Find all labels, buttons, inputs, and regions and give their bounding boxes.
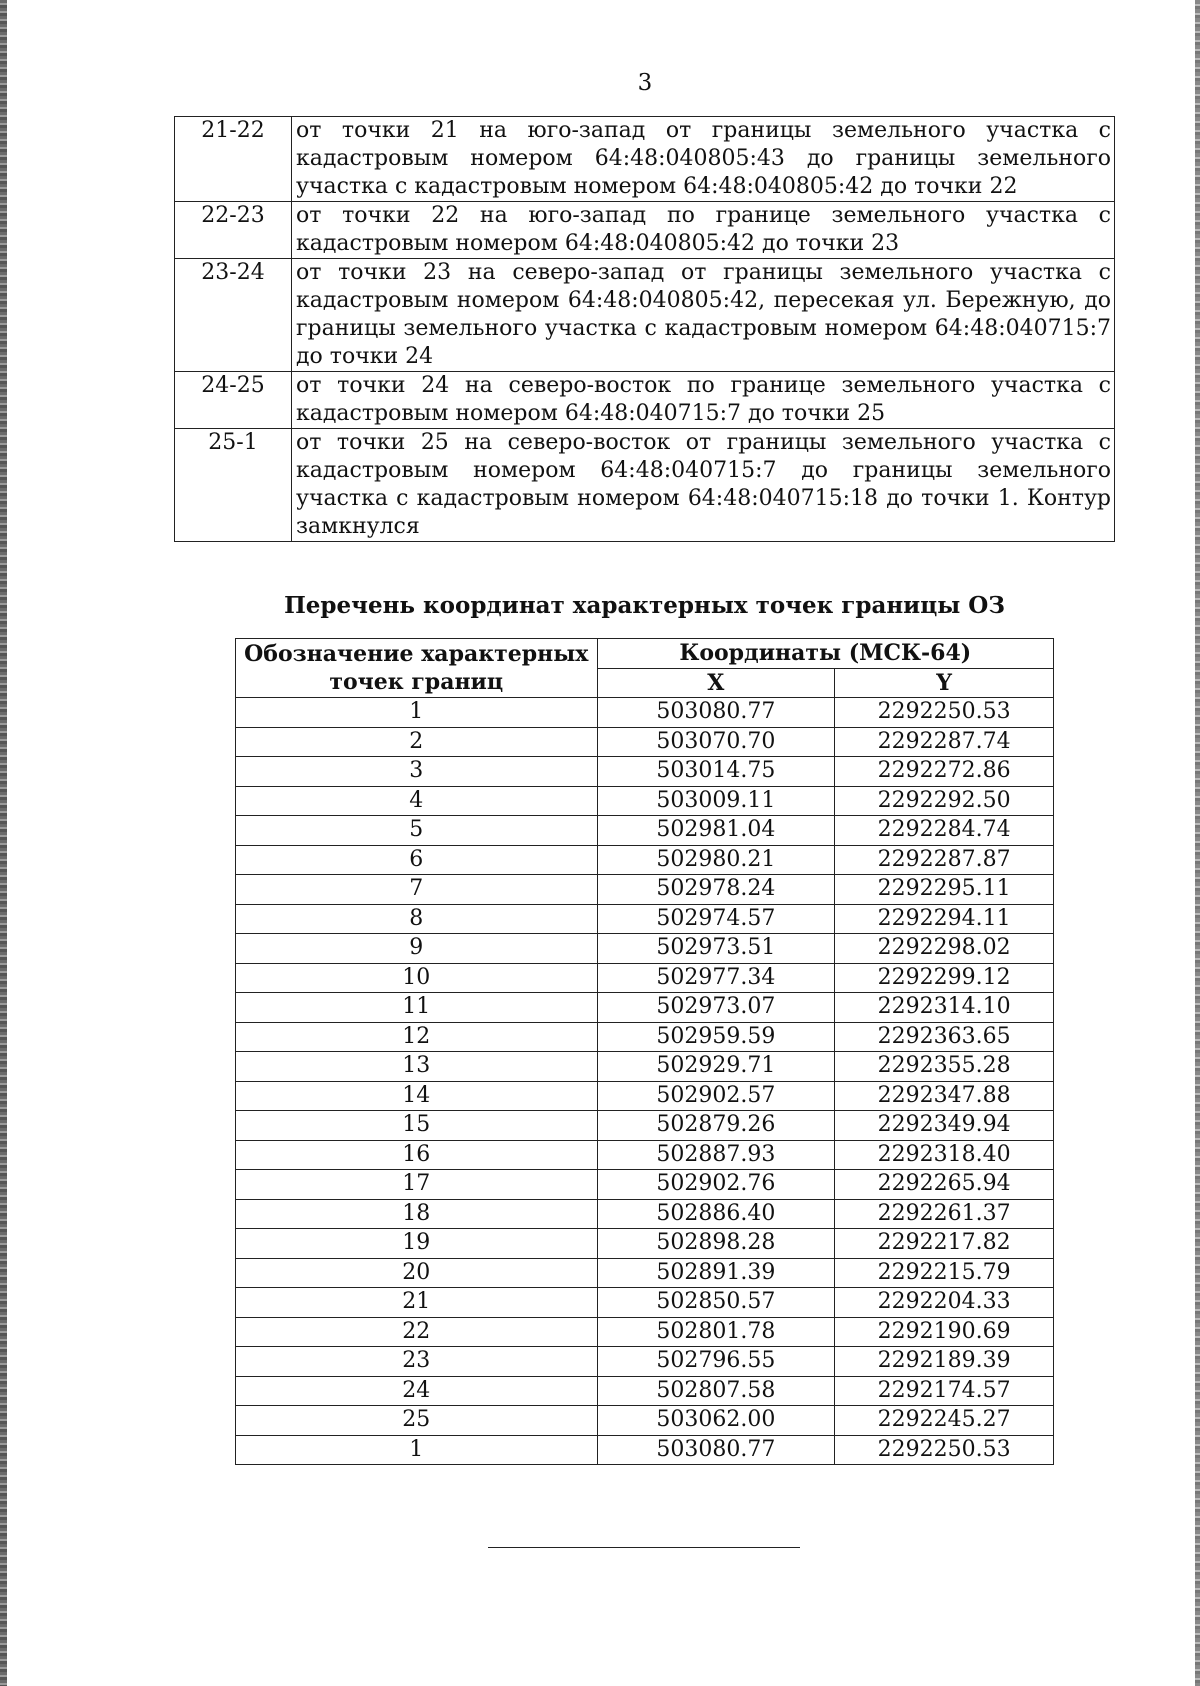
route-description: от точки 25 на северо-восток от границы земельного участка с кадастровым номером 64:48:040715:7 до границы земельного участка с кадастровым номером 64:48:040715:18 до точки 1. Контур замкнулся — [292, 429, 1115, 542]
point-number: 19 — [236, 1229, 598, 1259]
point-number: 12 — [236, 1022, 598, 1052]
scan-edge-right — [1195, 0, 1200, 1686]
route-description: от точки 24 на северо-восток по границе земельного участка с кадастровым номером 64:48:040715:7 до точки 25 — [292, 372, 1115, 429]
x-coordinate: 503062.00 — [597, 1406, 835, 1436]
y-coordinate: 2292287.87 — [835, 845, 1054, 875]
point-number: 25 — [236, 1406, 598, 1436]
coords-row — [236, 845, 1054, 875]
route-row — [175, 117, 1115, 202]
point-number: 17 — [236, 1170, 598, 1200]
point-number: 15 — [236, 1111, 598, 1141]
x-coordinate: 502974.57 — [597, 904, 835, 934]
x-coordinate: 503014.75 — [597, 757, 835, 787]
scan-edge-left — [0, 0, 7, 1686]
coords-row — [236, 786, 1054, 816]
y-coordinate: 2292314.10 — [835, 993, 1054, 1023]
y-coordinate: 2292189.39 — [835, 1347, 1054, 1377]
header-x: X — [597, 668, 835, 698]
y-coordinate: 2292349.94 — [835, 1111, 1054, 1141]
x-coordinate: 502978.24 — [597, 875, 835, 905]
coords-table-title: Перечень координат характерных точек границы ОЗ — [284, 592, 1005, 619]
coords-row — [236, 1052, 1054, 1082]
end-divider-line — [488, 1547, 800, 1548]
y-coordinate: 2292287.74 — [835, 727, 1054, 757]
x-coordinate: 503009.11 — [597, 786, 835, 816]
point-number: 20 — [236, 1258, 598, 1288]
route-segment: 25-1 — [175, 429, 292, 542]
coords-row — [236, 963, 1054, 993]
route-row — [175, 429, 1115, 542]
y-coordinate: 2292272.86 — [835, 757, 1054, 787]
point-number: 3 — [236, 757, 598, 787]
point-number: 6 — [236, 845, 598, 875]
coords-row — [236, 1376, 1054, 1406]
y-coordinate: 2292294.11 — [835, 904, 1054, 934]
y-coordinate: 2292298.02 — [835, 934, 1054, 964]
coords-row — [236, 1229, 1054, 1259]
x-coordinate: 502929.71 — [597, 1052, 835, 1082]
x-coordinate: 502973.07 — [597, 993, 835, 1023]
point-number: 8 — [236, 904, 598, 934]
point-number: 14 — [236, 1081, 598, 1111]
coords-body — [236, 698, 1054, 1465]
x-coordinate: 502959.59 — [597, 1022, 835, 1052]
point-number: 7 — [236, 875, 598, 905]
y-coordinate: 2292174.57 — [835, 1376, 1054, 1406]
x-coordinate: 502807.58 — [597, 1376, 835, 1406]
coords-row — [236, 757, 1054, 787]
y-coordinate: 2292318.40 — [835, 1140, 1054, 1170]
y-coordinate: 2292355.28 — [835, 1052, 1054, 1082]
y-coordinate: 2292347.88 — [835, 1081, 1054, 1111]
x-coordinate: 502850.57 — [597, 1288, 835, 1318]
coords-row — [236, 1258, 1054, 1288]
coords-row — [236, 727, 1054, 757]
point-number: 18 — [236, 1199, 598, 1229]
y-coordinate: 2292261.37 — [835, 1199, 1054, 1229]
x-coordinate: 502891.39 — [597, 1258, 835, 1288]
y-coordinate: 2292215.79 — [835, 1258, 1054, 1288]
route-row — [175, 372, 1115, 429]
route-segment: 21-22 — [175, 117, 292, 202]
point-number: 24 — [236, 1376, 598, 1406]
coords-row — [236, 904, 1054, 934]
coords-row — [236, 1317, 1054, 1347]
x-coordinate: 502796.55 — [597, 1347, 835, 1377]
y-coordinate: 2292265.94 — [835, 1170, 1054, 1200]
x-coordinate: 502981.04 — [597, 816, 835, 846]
point-number: 16 — [236, 1140, 598, 1170]
x-coordinate: 503080.77 — [597, 1435, 835, 1465]
y-coordinate: 2292363.65 — [835, 1022, 1054, 1052]
coords-row — [236, 1022, 1054, 1052]
y-coordinate: 2292250.53 — [835, 1435, 1054, 1465]
point-number: 9 — [236, 934, 598, 964]
x-coordinate: 502902.76 — [597, 1170, 835, 1200]
point-number: 22 — [236, 1317, 598, 1347]
route-segment: 22-23 — [175, 202, 292, 259]
coords-row — [236, 816, 1054, 846]
y-coordinate: 2292217.82 — [835, 1229, 1054, 1259]
point-number: 13 — [236, 1052, 598, 1082]
x-coordinate: 502977.34 — [597, 963, 835, 993]
coordinates-table — [235, 638, 1054, 1465]
route-segment: 24-25 — [175, 372, 292, 429]
route-segment: 23-24 — [175, 259, 292, 372]
x-coordinate: 502980.21 — [597, 845, 835, 875]
x-coordinate: 502886.40 — [597, 1199, 835, 1229]
route-description: от точки 22 на юго-запад по границе земельного участка с кадастровым номером 64:48:040805:42 до точки 23 — [292, 202, 1115, 259]
coords-row — [236, 993, 1054, 1023]
header-coordinates: Координаты (МСК-64) — [597, 639, 1054, 669]
point-number: 11 — [236, 993, 598, 1023]
y-coordinate: 2292292.50 — [835, 786, 1054, 816]
x-coordinate: 502902.57 — [597, 1081, 835, 1111]
y-coordinate: 2292299.12 — [835, 963, 1054, 993]
route-description: от точки 21 на юго-запад от границы земельного участка с кадастровым номером 64:48:040805:43 до границы земельного участка с кадастровым номером 64:48:040805:42 до точки 22 — [292, 117, 1115, 202]
coords-row — [236, 1435, 1054, 1465]
y-coordinate: 2292245.27 — [835, 1406, 1054, 1436]
coords-row — [236, 934, 1054, 964]
page-number: 3 — [637, 70, 653, 96]
coords-row — [236, 1081, 1054, 1111]
point-number: 1 — [236, 1435, 598, 1465]
point-number: 21 — [236, 1288, 598, 1318]
coords-row — [236, 875, 1054, 905]
y-coordinate: 2292204.33 — [835, 1288, 1054, 1318]
y-coordinate: 2292284.74 — [835, 816, 1054, 846]
point-number: 10 — [236, 963, 598, 993]
coords-row — [236, 1111, 1054, 1141]
x-coordinate: 503080.77 — [597, 698, 835, 728]
y-coordinate: 2292190.69 — [835, 1317, 1054, 1347]
point-number: 4 — [236, 786, 598, 816]
x-coordinate: 503070.70 — [597, 727, 835, 757]
route-row — [175, 202, 1115, 259]
point-number: 5 — [236, 816, 598, 846]
y-coordinate: 2292250.53 — [835, 698, 1054, 728]
route-description: от точки 23 на северо-запад от границы земельного участка с кадастровым номером 64:48:040805:42, пересекая ул. Бережную, до границы земельного участка с кадастровым номером 64:48:040715:7 до точки 24 — [292, 259, 1115, 372]
x-coordinate: 502879.26 — [597, 1111, 835, 1141]
coords-row — [236, 1347, 1054, 1377]
point-number: 1 — [236, 698, 598, 728]
coords-row — [236, 1288, 1054, 1318]
coords-row — [236, 1199, 1054, 1229]
point-number: 23 — [236, 1347, 598, 1377]
header-point-designation: Обозначение характерных точек границ — [236, 639, 598, 698]
header-y: Y — [835, 668, 1054, 698]
route-description-table — [174, 116, 1115, 542]
coords-header-row — [236, 639, 1054, 669]
x-coordinate: 502973.51 — [597, 934, 835, 964]
coords-row — [236, 1140, 1054, 1170]
route-row — [175, 259, 1115, 372]
y-coordinate: 2292295.11 — [835, 875, 1054, 905]
coords-row — [236, 698, 1054, 728]
coords-row — [236, 1406, 1054, 1436]
x-coordinate: 502801.78 — [597, 1317, 835, 1347]
coords-row — [236, 1170, 1054, 1200]
point-number: 2 — [236, 727, 598, 757]
x-coordinate: 502898.28 — [597, 1229, 835, 1259]
x-coordinate: 502887.93 — [597, 1140, 835, 1170]
